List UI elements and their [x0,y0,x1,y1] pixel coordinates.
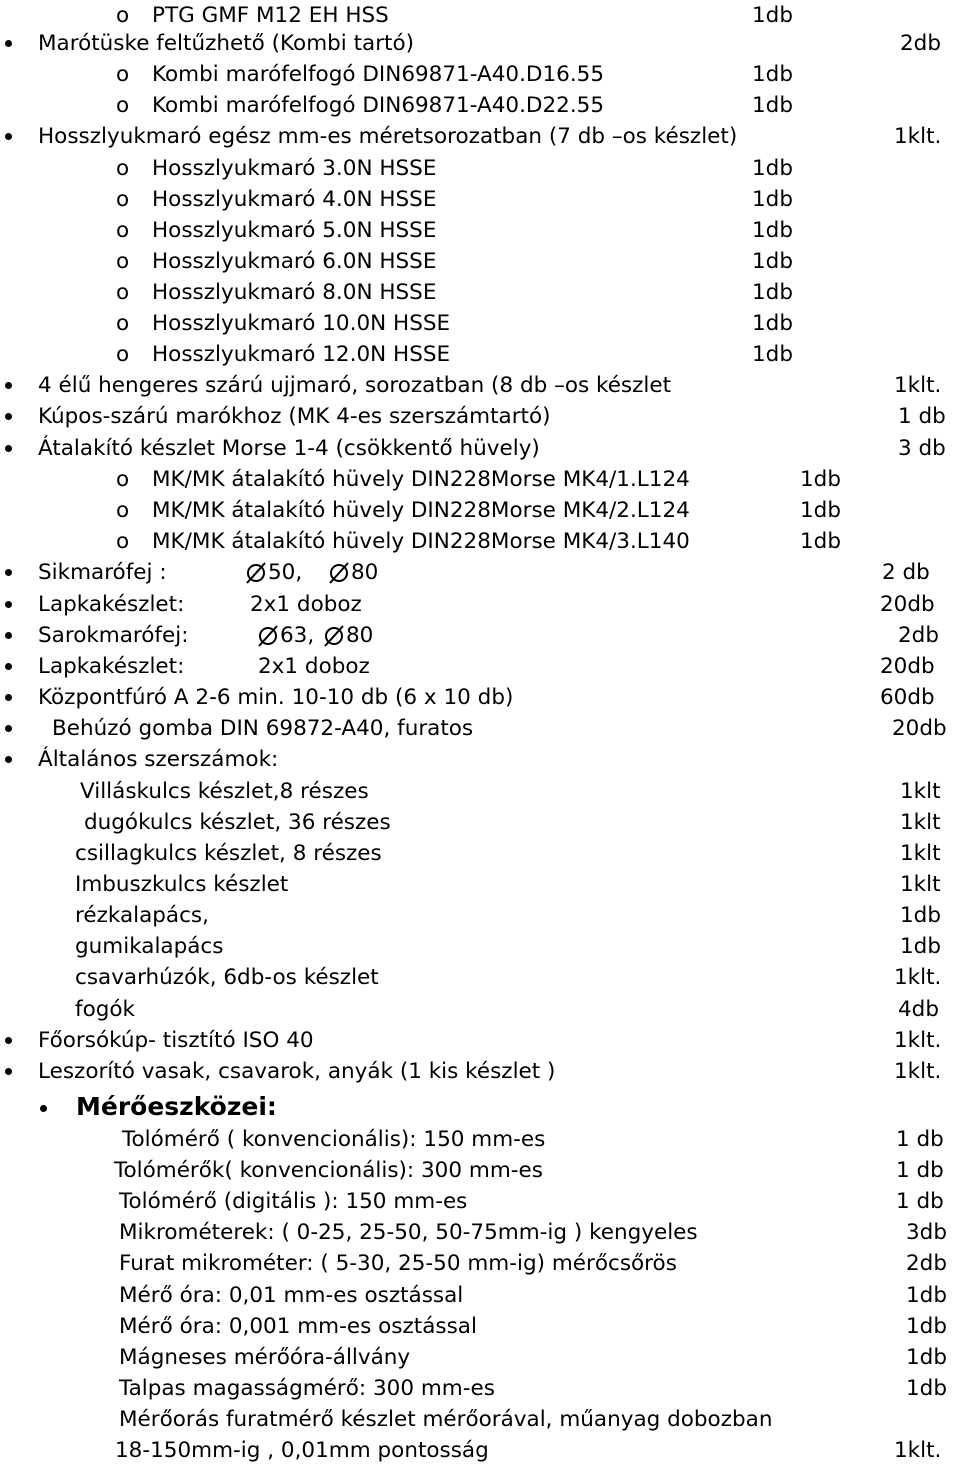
item-text: Leszorító vasak, csavarok, anyák (1 kis készlet ) [38,1059,556,1084]
item-qty: 1db [906,1345,947,1370]
item-qty: 20db [880,654,935,679]
list-item [0,713,960,744]
list-item [0,1435,960,1466]
item-text: Villáskulcs készlet,8 részes [80,779,369,804]
item-text: Sikmarófej : [38,560,167,585]
list-item [0,464,960,495]
list-item [0,1217,960,1248]
list-item [0,215,960,246]
bullet-icon [5,663,12,670]
item-qty: 2db [906,1251,947,1276]
item-text: Lapkakészlet: [38,592,185,617]
item-text: Sarokmarófej: [38,623,189,648]
diameter-value: 50, [268,560,303,585]
item-qty: 3db [906,1220,947,1245]
list-item [0,900,960,931]
bullet-icon [5,40,12,47]
list-item [0,620,960,651]
bullet-icon [40,1105,47,1112]
item-qty: 1db [800,498,841,523]
item-text: Tolómérők( konvencionális): 300 mm-es [114,1158,543,1183]
bullet-icon [5,632,12,639]
sub-bullet: o [116,249,130,274]
item-text: csavarhúzók, 6db-os készlet [75,965,379,990]
item-text: Tolómérő (digitális ): 150 mm-es [119,1189,468,1214]
item-text: Hosszlyukmaró 3.0N HSSE [152,156,437,181]
item-qty: 1db [752,93,793,118]
list-item [0,744,960,775]
item-text: Mérőorás furatmérő készlet mérőorával, műanyag dobozban [119,1407,773,1432]
item-text: csillagkulcs készlet, 8 részes [75,841,382,866]
list-item [0,495,960,526]
item-text: 18-150mm-ig , 0,01mm pontosság [115,1438,489,1463]
item-qty: 1klt. [894,1028,942,1053]
item-text: Hosszlyukmaró egész mm-es méretsorozatban (7 db –os készlet) [38,124,738,149]
item-text: Behúzó gomba DIN 69872-A40, furatos [52,716,474,741]
item-text: Főorsókúp- tisztító ISO 40 [38,1028,314,1053]
item-qty: 1db [752,3,793,28]
item-qty: 1klt. [894,965,942,990]
item-qty: 1klt [900,810,941,835]
item-text: Kombi marófelfogó DIN69871-A40.D16.55 [152,62,605,87]
item-text: Tolómérő ( konvencionális): 150 mm-es [122,1127,546,1152]
list-item [0,153,960,184]
sub-bullet: o [116,467,130,492]
item-qty: 2 db [882,560,930,585]
item-text: 4 élű hengeres szárú ujjmaró, sorozatban (8 db –os készlet [38,373,672,398]
list-item [0,370,960,401]
diameter-value: 63, [280,623,315,648]
list-item [0,339,960,370]
item-value: 2x1 doboz [258,654,370,679]
sub-bullet: o [116,311,130,336]
list-item [0,121,960,152]
item-qty: 4db [898,997,939,1022]
diameter-icon [328,561,350,585]
item-text: Mérő óra: 0,01 mm-es osztással [119,1283,464,1308]
item-qty: 1klt [900,872,941,897]
list-item [0,962,960,993]
sub-bullet: o [116,62,130,87]
item-qty: 1db [800,467,841,492]
bullet-icon [5,445,12,452]
section-title: Mérőeszközei: [76,1092,277,1121]
list-item [0,1311,960,1342]
item-qty: 1db [752,342,793,367]
item-qty: 20db [892,716,947,741]
item-text: MK/MK átalakító hüvely DIN228Morse MK4/3.L140 [152,529,690,554]
item-text: Hosszlyukmaró 5.0N HSSE [152,218,437,243]
item-qty: 1klt [900,841,941,866]
item-qty: 1db [906,1283,947,1308]
list-item [0,807,960,838]
item-qty: 2db [900,31,941,56]
item-qty: 2db [898,623,939,648]
item-qty: 1db [900,934,941,959]
list-item [0,557,960,588]
list-item [0,1186,960,1217]
item-qty: 1klt. [894,373,942,398]
item-text: Hosszlyukmaró 4.0N HSSE [152,187,437,212]
bullet-icon [5,133,12,140]
item-qty: 1 db [896,1189,944,1214]
list-item [0,308,960,339]
list-item [0,28,960,59]
item-qty: 1klt. [894,124,942,149]
item-text: MK/MK átalakító hüvely DIN228Morse MK4/2.L124 [152,498,690,523]
item-qty: 1 db [898,404,946,429]
list-item [0,526,960,557]
item-qty: 1db [752,187,793,212]
diameter-icon [257,624,279,648]
list-item [0,869,960,900]
list-item [0,246,960,277]
list-item [0,1342,960,1373]
sub-bullet: o [116,3,130,28]
item-text: Kombi marófelfogó DIN69871-A40.D22.55 [152,93,605,118]
item-qty: 1db [752,62,793,87]
sub-bullet: o [116,280,130,305]
item-text: Lapkakészlet: [38,654,185,679]
item-text: Kúpos-szárú marókhoz (MK 4-es szerszámtartó) [38,404,551,429]
item-text: Marótüske feltűzhető (Kombi tartó) [38,31,415,56]
item-qty: 1db [800,529,841,554]
list-item [0,1155,960,1186]
list-item [0,1056,960,1087]
item-qty: 60db [880,685,935,710]
list-item [0,184,960,215]
bullet-icon [5,1068,12,1075]
bullet-icon [5,756,12,763]
item-text: rézkalapács, [75,903,209,928]
item-qty: 1db [906,1376,947,1401]
list-item [0,1280,960,1311]
item-qty: 1 db [896,1127,944,1152]
list-item [0,59,960,90]
item-text: Talpas magasságmérő: 300 mm-es [119,1376,495,1401]
diameter-icon [245,561,267,585]
item-text: dugókulcs készlet, 36 részes [84,810,391,835]
bullet-icon [5,1037,12,1044]
list-item [0,1404,960,1435]
item-qty: 1db [906,1314,947,1339]
item-qty: 1 db [896,1158,944,1183]
item-qty: 1db [752,311,793,336]
list-item [0,401,960,432]
item-text: Hosszlyukmaró 8.0N HSSE [152,280,437,305]
bullet-icon [5,382,12,389]
item-text: Hosszlyukmaró 6.0N HSSE [152,249,437,274]
list-item [0,90,960,121]
item-qty: 1klt. [894,1438,942,1463]
sub-bullet: o [116,93,130,118]
item-qty: 1db [900,903,941,928]
item-text: Hosszlyukmaró 10.0N HSSE [152,311,451,336]
item-text: MK/MK átalakító hüvely DIN228Morse MK4/1.L124 [152,467,690,492]
sub-bullet: o [116,156,130,181]
list-item [0,994,960,1025]
section-heading [0,1091,960,1122]
list-item [0,651,960,682]
list-item [0,277,960,308]
item-qty: 1db [752,218,793,243]
list-item [0,1373,960,1404]
item-value: 2x1 doboz [250,592,362,617]
list-item [0,931,960,962]
bullet-icon [5,413,12,420]
list-item [0,776,960,807]
item-text: Mikrométerek: ( 0-25, 25-50, 50-75mm-ig ) kengyeles [119,1220,698,1245]
list-item [0,838,960,869]
item-text: fogók [75,997,135,1022]
section-title: Általános szerszámok: [38,747,279,772]
item-qty: 1klt [900,779,941,804]
bullet-icon [5,569,12,576]
item-qty: 1db [752,280,793,305]
sub-bullet: o [116,498,130,523]
list-item [0,1248,960,1279]
list-item [0,1124,960,1155]
item-text: Hosszlyukmaró 12.0N HSSE [152,342,451,367]
item-text: Imbuszkulcs készlet [75,872,289,897]
bullet-icon [5,601,12,608]
item-text: Furat mikrométer: ( 5-30, 25-50 mm-ig) mérőcsőrös [119,1251,677,1276]
item-text: Átalakító készlet Morse 1-4 (csökkentő hüvely) [38,436,540,461]
item-qty: 20db [880,592,935,617]
sub-bullet: o [116,218,130,243]
list-item [0,589,960,620]
diameter-value: 80 [346,623,374,648]
item-text: PTG GMF M12 EH HSS [152,3,389,28]
sub-bullet: o [116,342,130,367]
item-text: gumikalapács [75,934,224,959]
item-qty: 1db [752,249,793,274]
list-item [0,433,960,464]
item-qty: 1db [752,156,793,181]
bullet-icon [5,725,12,732]
list-item [0,1025,960,1056]
sub-bullet: o [116,187,130,212]
item-text: Központfúró A 2-6 min. 10-10 db (6 x 10 db) [38,685,514,710]
item-qty: 3 db [898,436,946,461]
list-item [0,0,960,31]
item-text: Mágneses mérőóra-állvány [119,1345,411,1370]
bullet-icon [5,694,12,701]
sub-bullet: o [116,529,130,554]
diameter-value: 80 [351,560,379,585]
diameter-icon [323,624,345,648]
item-text: Mérő óra: 0,001 mm-es osztással [119,1314,477,1339]
list-item [0,682,960,713]
item-qty: 1klt. [894,1059,942,1084]
